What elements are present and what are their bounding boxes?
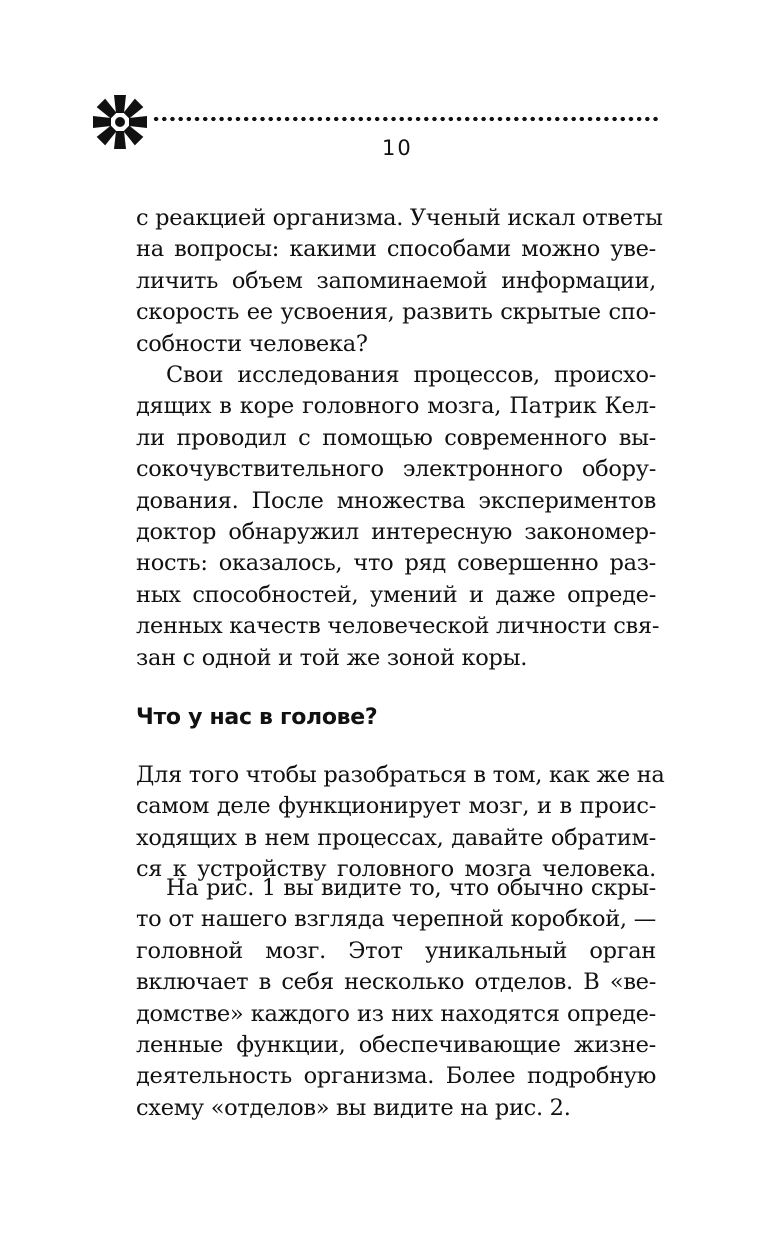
- text-line: ленных качеств человеческой личности свя-: [136, 613, 660, 640]
- text-line: ся к устройству головного мозга человека.: [136, 856, 656, 883]
- text-line: на вопросы: какими способами можно уве-: [136, 236, 656, 263]
- page-header: [90, 92, 660, 162]
- text-line: самом деле функционирует мозг, и в проис-: [136, 793, 656, 820]
- dotted-rule: [152, 115, 660, 123]
- paragraph-1: [136, 203, 663, 360]
- text-line: ходящих в нем процессах, давайте обратим-: [136, 824, 656, 851]
- paragraph-2: [136, 360, 660, 674]
- text-line: ли проводил с помощью современного вы-: [136, 424, 656, 451]
- text-line: Свои исследования процессов, происхо-: [166, 362, 656, 388]
- text-line: доктор обнаружил интересную закономер-: [136, 519, 656, 546]
- text-line: ленные функции, обеспечивающие жизне-: [136, 1032, 656, 1059]
- text-line: дования. После множества экспериментов: [136, 487, 656, 514]
- text-line: ность: оказалось, что ряд совершенно раз-: [136, 550, 656, 577]
- paragraph-4: [136, 873, 656, 1124]
- text-line: домстве» каждого из них находятся опреде-: [136, 1000, 656, 1027]
- text-line: собности человека?: [136, 330, 368, 357]
- section-heading: Что у нас в голове?: [136, 705, 378, 730]
- page-number: 10: [382, 136, 413, 160]
- text-line: Для того чтобы разобраться в том, как же на: [136, 762, 665, 788]
- text-line: На рис. 1 вы видите то, что обычно скры-: [166, 875, 656, 901]
- text-line: зан с одной и той же зоной коры.: [136, 644, 528, 671]
- text-line: ных способностей, умений и даже опреде-: [136, 581, 656, 608]
- text-line: сокочувствительного электронного обору-: [136, 456, 656, 483]
- text-line: то от нашего взгляда черепной коробкой, —: [136, 906, 656, 933]
- text-line: схему «отделов» вы видите на рис. 2.: [136, 1094, 571, 1121]
- text-line: дящих в коре головного мозга, Патрик Кел-: [136, 393, 656, 420]
- text-line: личить объем запоминаемой информации,: [136, 267, 656, 294]
- text-line: включает в себя несколько отделов. В «ве-: [136, 969, 656, 996]
- text-line: головной мозг. Этот уникальный орган: [136, 937, 656, 964]
- asterisk-burst-icon: [90, 92, 150, 152]
- paragraph-3: [136, 760, 665, 886]
- text-line: деятельность организма. Более подробную: [136, 1063, 656, 1090]
- text-line: скорость ее усвоения, развить скрытые спо-: [136, 299, 656, 326]
- text-line: с реакцией организма. Ученый искал ответы: [136, 205, 663, 231]
